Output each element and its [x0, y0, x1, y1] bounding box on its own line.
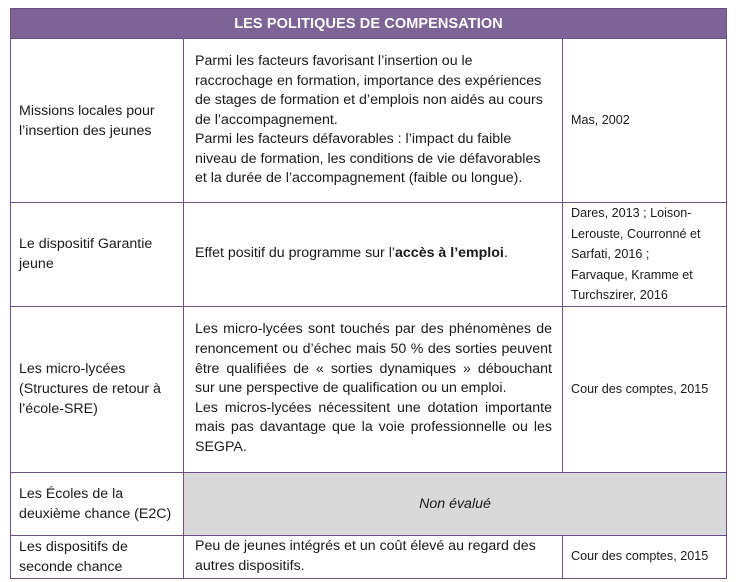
policy-effect — [184, 203, 563, 307]
effect-paragraph: Les micro-lycées sont touchés par des phénomènes de renoncement ou d’échec mais 50 % des sorties peuvent être qualifiées de « sorties dynamiques » débouchant sur une perspective de qualification ou un emploi. — [195, 321, 552, 397]
effect-text-end: . — [503, 245, 508, 262]
effect-paragraph: Parmi les facteurs favorisant l’insertion ou le raccrochage en formation, importance des expériences de stages de formation et d’emplois non aidés au cours de l’accompagnement. — [195, 52, 543, 128]
policy-name: Les dispositifs de seconde chance — [11, 535, 184, 578]
policy-source: Cour des comptes, 2015 — [563, 535, 727, 578]
policy-source: Mas, 2002 — [563, 39, 727, 203]
policy-name: Les micro-lycées (Structures de retour à l’école-SRE) — [11, 306, 184, 472]
table-title: LES POLITIQUES DE COMPENSATION — [11, 9, 727, 39]
policy-effect — [184, 39, 563, 203]
compensation-policies-table — [10, 8, 727, 579]
compensation-policies-table-wrapper — [10, 8, 726, 579]
table-row — [11, 472, 727, 535]
policy-name: Le dispositif Garantie jeune — [11, 203, 184, 307]
effect-paragraph: Parmi les facteurs défavorables : l’impact du faible niveau de formation, les conditions de vie défavorables et la durée de l’accompagnement (faible ou longue). — [195, 131, 541, 187]
source-paragraph: Farvaque, Kramme et Turchszirer, 2016 — [571, 267, 693, 302]
policy-name: Les Écoles de la deuxième chance (E2C) — [11, 472, 184, 535]
table-row — [11, 306, 727, 472]
table-row — [11, 39, 727, 203]
effect-text: Effet positif du programme sur l’ — [195, 245, 396, 262]
effect-emphasis: accès à l’emploi — [395, 245, 504, 262]
table-row — [11, 535, 727, 578]
table-header-row — [11, 9, 727, 39]
policy-source — [563, 203, 727, 307]
effect-paragraph: Les micros-lycées nécessitent une dotation importante mais pas davantage que la voie professionnelle ou les SEGPA. — [195, 399, 552, 455]
source-paragraph: Dares, 2013 ; Loison-Lerouste, Courronné et Sarfati, 2016 ; — [571, 206, 701, 261]
policy-name: Missions locales pour l’insertion des jeunes — [11, 39, 184, 203]
policy-effect — [184, 306, 563, 472]
not-evaluated-cell: Non évalué — [184, 472, 727, 535]
policy-source: Cour des comptes, 2015 — [563, 306, 727, 472]
table-row — [11, 203, 727, 307]
policy-effect: Peu de jeunes intégrés et un coût élevé au regard des autres dispositifs. — [184, 535, 563, 578]
